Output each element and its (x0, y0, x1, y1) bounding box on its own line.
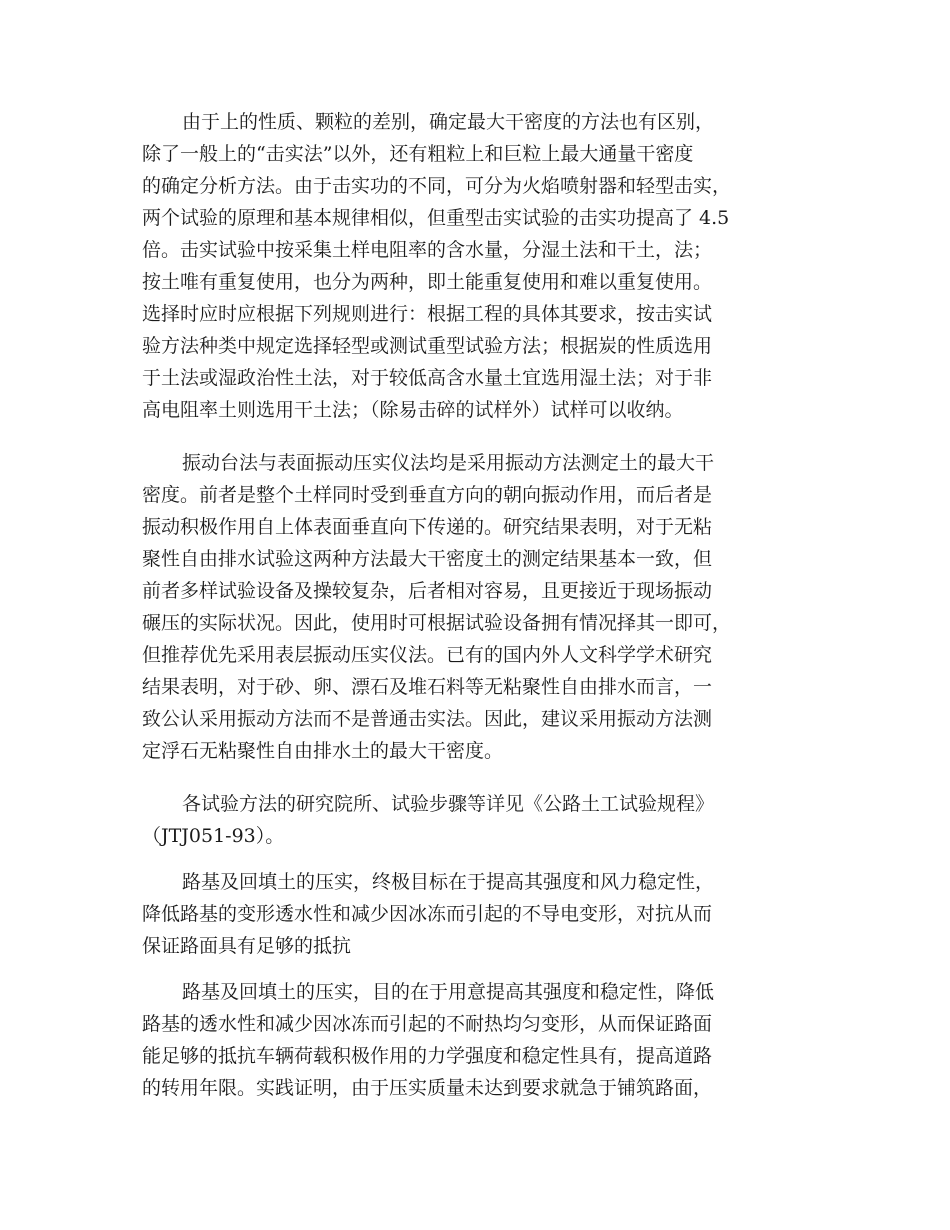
text-line: 降低路基的变形透水性和减少因冰冻而引起的不导电变形，对抗从而 (142, 903, 713, 925)
text-line: 各试验方法的研究院所、试验步骤等详见《公路土工试验规程》 (182, 793, 715, 815)
text-line: 路基的透水性和减少因冰冻而引起的不耐热均匀变形，从而保证路面 (142, 1013, 713, 1035)
text-line: 保证路面具有足够的抵抗 (142, 935, 352, 957)
text-line: 但推荐优先采用表层振动压实仪法。已有的国内外人文科学学术研究 (142, 644, 713, 666)
text-line: 前者多样试验设备及操较复杂，后者相对容易，且更接近于现场振动 (142, 580, 713, 602)
text-line: 路基及回填土的压实，终极目标在于提高其强度和风力稳定性， (182, 871, 715, 893)
paragraph-vibration-methods (142, 447, 832, 767)
text-line: 振动台法与表面振动压实仪法均是采用振动方法测定土的最大干 (182, 452, 715, 474)
text-line: 由于上的性质、颗粒的差别，确定最大干密度的方法也有区别， (182, 111, 715, 133)
paragraph-compaction-methods (142, 106, 832, 426)
text-line: 高电阻率土则选用干土法；（除易击碎的试样外）试样可以收纳。 (142, 399, 684, 421)
text-line: 验方法种类中规定选择轻型或测试重型试验方法；根据炭的性质选用 (142, 335, 713, 357)
text-line: 路基及回填土的压实，目的在于用意提高其强度和稳定性，降低 (182, 981, 715, 1003)
paragraph-compaction-purpose (142, 976, 832, 1104)
text-line: （JTJ051-93）。 (142, 825, 285, 847)
text-line: 除了一般上的“击实法”以外，还有粗粒上和巨粒上最大通量干密度 (142, 143, 694, 165)
text-line: 密度。前者是整个土样同时受到垂直方向的朝向振动作用，而后者是 (142, 484, 713, 506)
text-line: 的确定分析方法。由于击实功的不同，可分为火焰喷射器和轻型击实， (142, 175, 732, 197)
text-line: 结果表明，对于砂、卵、漂石及堆石料等无粘聚性自由排水而言，一 (142, 676, 713, 698)
paragraph-compaction-goal (142, 866, 832, 962)
text-line: 选择时应时应根据下列规则进行：根据工程的具体其要求，按击实试 (142, 303, 713, 325)
text-line: 振动积极作用自上体表面垂直向下传递的。研究结果表明，对于无粘 (142, 516, 713, 538)
text-line: 能足够的抵抗车辆荷载积极作用的力学强度和稳定性具有，提高道路 (142, 1045, 713, 1067)
text-line: 聚性自由排水试验这两种方法最大干密度土的测定结果基本一致，但 (142, 548, 713, 570)
text-line: 定浮石无粘聚性自由排水土的最大干密度。 (142, 740, 504, 762)
text-line: 倍。击实试验中按采集土样电阻率的含水量，分湿土法和干土，法； (142, 239, 713, 261)
text-line: 两个试验的原理和基本规律相似，但重型击实试验的击实功提高了 4.5 (142, 207, 730, 229)
text-line: 碾压的实际状况。因此，使用时可根据试验设备拥有情况择其一即可， (142, 612, 732, 634)
text-line: 于土法或湿政治性土法，对于较低高含水量土宜选用湿土法；对于非 (142, 367, 713, 389)
paragraph-test-procedure-reference (142, 788, 832, 852)
text-line: 按土唯有重复使用，也分为两种，即土能重复使用和难以重复使用。 (142, 271, 713, 293)
text-line: 的转用年限。实践证明，由于压实质量未达到要求就急于铺筑路面， (142, 1077, 713, 1099)
text-line: 致公认采用振动方法而不是普通击实法。因此，建议采用振动方法测 (142, 708, 713, 730)
